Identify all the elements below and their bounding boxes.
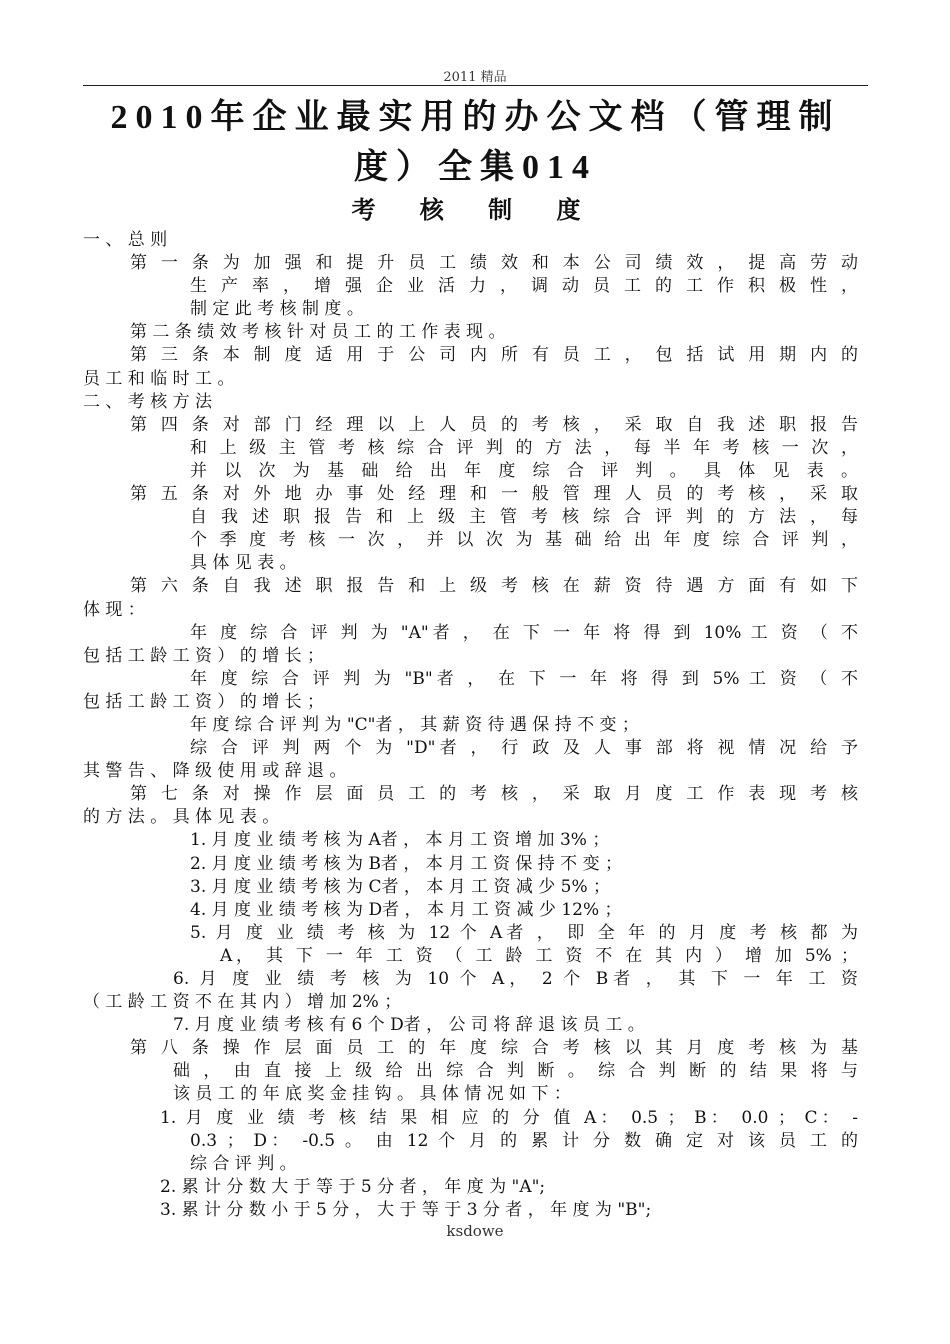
header-rule: [83, 85, 868, 86]
body-line: 第 六 条 自 我 述 职 报 告 和 上 级 考 核 在 薪 资 待 遇 方 面 有 如 下: [130, 576, 858, 597]
body-line: 第 五 条 对 外 地 办 事 处 经 理 和 一 般 管 理 人 员 的 考 核 ， 采 取: [130, 484, 858, 505]
body-line: 体 现 ：: [83, 599, 145, 620]
body-line: 具 体 见 表 。: [190, 553, 297, 574]
list-item: 1. 月 度 业 绩 考 核 结 果 相 应 的 分 值 A： 0.5 ； B： 0.0 ； C： -: [160, 1107, 858, 1128]
body-line: 制 定 此 考 核 制 度 。: [190, 299, 364, 320]
list-item: 7. 月 度 业 绩 考 核 有 6 个 D者 ， 公 司 将 辞 退 该 员 工 。: [173, 1015, 645, 1036]
body-line: 该 员 工 的 年 底 奖 金 挂 钩 。 具 体 情 况 如 下 ：: [173, 1084, 571, 1105]
list-item: 4. 月 度 业 绩 考 核 为 D者 ， 本 月 工 资 减 少 12% ；: [190, 899, 622, 920]
body-line: 并 以 次 为 基 础 给 出 年 度 综 合 评 判 。 具 体 见 表 。: [190, 460, 858, 481]
list-item-continuation: 0.3 ； D： -0.5 。 由 12 个 月 的 累 计 分 数 确 定 对 该 员 工 的: [190, 1130, 858, 1151]
document-body: [83, 229, 858, 1222]
body-line: 第 四 条 对 部 门 经 理 以 上 人 员 的 考 核 ， 采 取 自 我 述 职 报 告: [130, 414, 858, 435]
title-line-1: 2010年企业最实用的办公文档（管理制: [110, 99, 841, 136]
body-line: 包 括 工 龄 工 资 ） 的 增 长 ；: [83, 645, 325, 666]
body-line: 年 度 综 合 评 判 为 "A"者 ， 在 下 一 年 将 得 到 10% 工 资 （ 不: [190, 622, 858, 643]
body-line: 第 三 条 本 制 度 适 用 于 公 司 内 所 有 员 工 ， 包 括 试 用 期 内 的: [130, 345, 858, 366]
body-line: 员 工 和 临 时 工 。: [83, 368, 235, 389]
body-line: 一 、 总 则: [83, 230, 168, 250]
list-item: 1. 月 度 业 绩 考 核 为 A者 ， 本 月 工 资 增 加 3% ；: [190, 830, 610, 851]
body-line: 二 、 考 核 方 法: [83, 391, 213, 412]
body-line: 第 八 条 操 作 层 面 员 工 的 年 度 综 合 考 核 以 其 月 度 考 核 为 基: [130, 1038, 858, 1059]
list-item-continuation: A， 其 下 一 年 工 资 （ 工 龄 工 资 不 在 其 内 ） 增 加 5% ；: [220, 945, 858, 966]
list-item: 2. 月 度 业 绩 考 核 为 B者 ， 本 月 工 资 保 持 不 变 ；: [190, 853, 622, 874]
body-line: 生 产 率 ， 增 强 企 业 活 力 ， 调 动 员 工 的 工 作 积 极 性 ，: [190, 276, 858, 297]
list-item: 3. 累 计 分 数 小 于 5 分 ， 大 于 等 于 3 分 者 ， 年 度 为 "B";: [160, 1199, 652, 1220]
body-line: 年 度 综 合 评 判 为 "B"者 ， 在 下 一 年 将 得 到 5% 工 资 （ 不: [190, 668, 858, 689]
body-line: 第 一 条 为 加 强 和 提 升 员 工 绩 效 和 本 公 司 绩 效 ， 提 高 劳 动: [130, 253, 858, 274]
body-line: 个 季 度 考 核 一 次 ， 并 以 次 为 基 础 给 出 年 度 综 合 评 判 ，: [190, 530, 858, 551]
body-line: 年 度 综 合 评 判 为 "C"者 ， 其 薪 资 待 遇 保 持 不 变 ；: [190, 714, 639, 735]
list-item: 2. 累 计 分 数 大 于 等 于 5 分 者 ， 年 度 为 "A";: [160, 1176, 546, 1197]
body-line: 和 上 级 主 管 考 核 综 合 评 判 的 方 法 ， 每 半 年 考 核 一 次 ，: [190, 437, 858, 458]
body-line: 的 方 法 。 具 体 见 表 。: [83, 807, 280, 828]
title-line-2: 度）全集014: [354, 149, 597, 186]
list-item: 6. 月 度 业 绩 考 核 为 10 个 A， 2 个 B者 ， 其 下 一 年 工 资: [173, 969, 858, 989]
page-footer: ksdowe: [446, 1222, 504, 1240]
body-line: 其 警 告 、 降 级 使 用 或 辞 退 。: [83, 761, 347, 782]
body-line: 础 ， 由 直 接 上 级 给 出 综 合 判 断 。 综 合 判 断 的 结 果 将 与: [173, 1061, 858, 1082]
list-item: 3. 月 度 业 绩 考 核 为 C者 ， 本 月 工 资 减 少 5% ；: [190, 876, 611, 897]
section-heading: 考 核 制 度: [351, 195, 599, 224]
body-line: 综 合 评 判 两 个 为 "D"者 ， 行 政 及 人 事 部 将 视 情 况 给 予: [190, 738, 858, 759]
list-item-continuation: （ 工 龄 工 资 不 在 其 内 ） 增 加 2% ；: [83, 992, 402, 1013]
page-header: 2011 精品: [443, 70, 507, 85]
list-item-continuation: 综 合 评 判 。: [190, 1153, 297, 1174]
list-item: 5. 月 度 业 绩 考 核 为 12 个 A者 ， 即 全 年 的 月 度 考 核 都 为: [190, 922, 858, 943]
body-line: 第 二 条 绩 效 考 核 针 对 员 工 的 工 作 表 现 。: [130, 322, 506, 343]
body-line: 第 七 条 对 操 作 层 面 员 工 的 考 核 ， 采 取 月 度 工 作 表 现 考 核: [130, 784, 858, 805]
body-line: 包 括 工 龄 工 资 ） 的 增 长 ；: [83, 691, 325, 712]
document-title: [83, 93, 868, 193]
body-line: 自 我 述 职 报 告 和 上 级 主 管 考 核 综 合 评 判 的 方 法 ， 每: [190, 507, 858, 528]
